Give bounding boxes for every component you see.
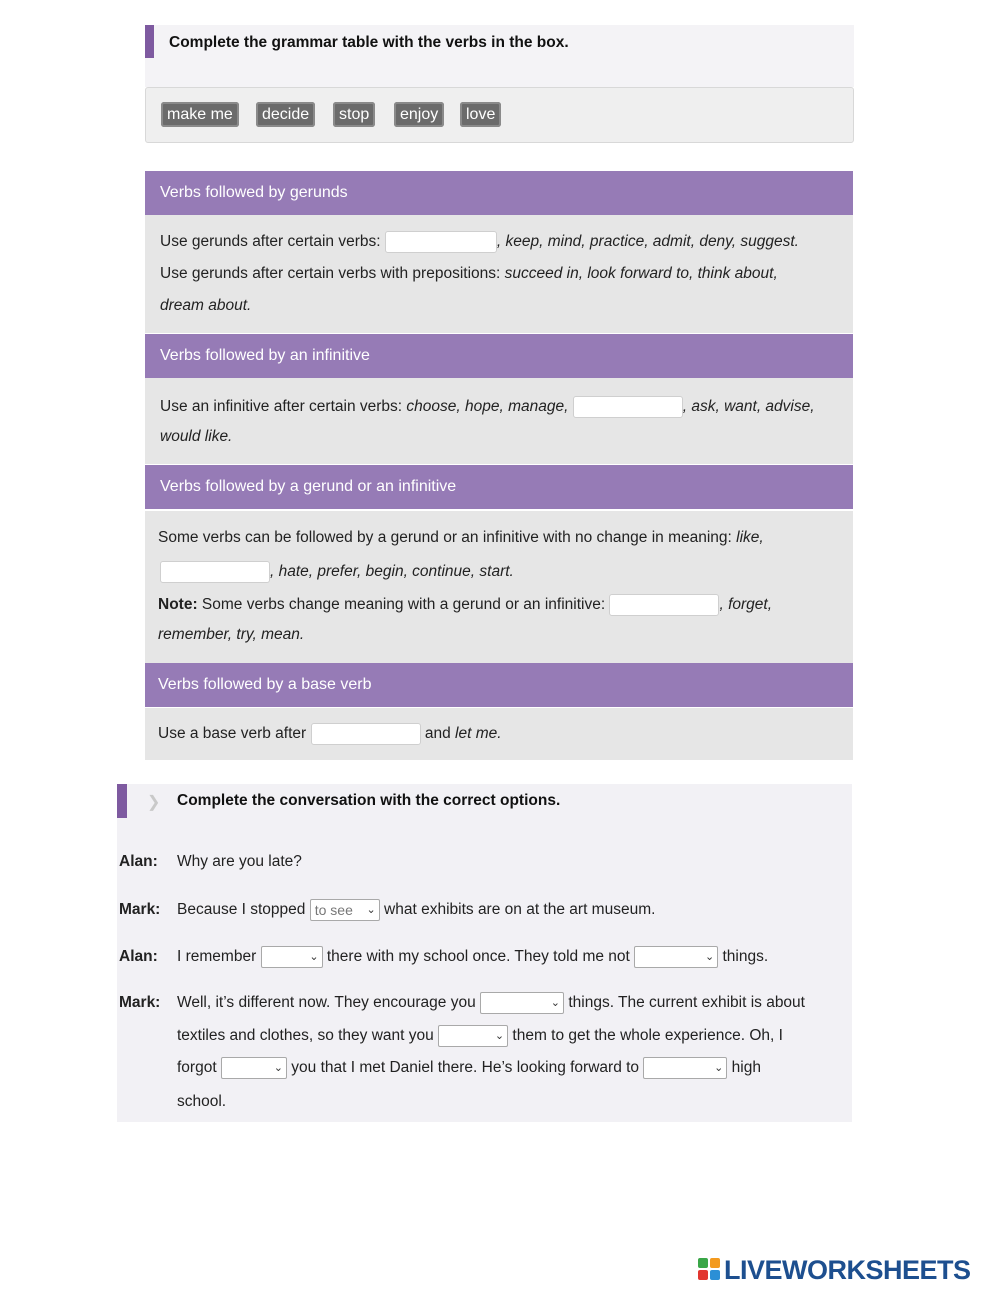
text: would like. — [160, 428, 233, 445]
section-heading-infinitive: Verbs followed by an infinitive — [145, 334, 853, 378]
dialogue-text: Well, it’s different now. They encourage you — [177, 994, 476, 1012]
select-value: to see — [314, 902, 353, 918]
logo-block — [710, 1270, 720, 1280]
text: , hate, prefer, begin, continue, start. — [270, 563, 514, 581]
answer-blank-5[interactable] — [311, 723, 421, 745]
speaker-label: Mark: — [119, 901, 161, 918]
word-chip[interactable]: make me — [161, 102, 239, 127]
option-select-5[interactable] — [438, 1025, 508, 1047]
option-select-7[interactable] — [643, 1057, 727, 1079]
dialogue-text: high — [731, 1059, 761, 1077]
text: Use a base verb after — [158, 725, 307, 743]
dialogue-line — [177, 1025, 783, 1047]
dialogue-text: things. The current exhibit is about — [568, 994, 805, 1012]
section-heading-gerunds: Verbs followed by gerunds — [145, 171, 853, 215]
option-select-6[interactable] — [221, 1057, 287, 1079]
dialogue-line — [177, 899, 655, 921]
text: succeed in, look forward to, think about, — [504, 265, 778, 282]
dialogue-text: things. — [722, 948, 769, 966]
logo-icon — [698, 1258, 720, 1280]
speaker-label: Alan: — [119, 948, 158, 965]
chevron-down-icon: ⌄ — [550, 997, 561, 1009]
section-body-gerund-or-infinitive — [145, 510, 853, 663]
chevron-down-icon: ⌄ — [273, 1062, 283, 1074]
answer-blank-1[interactable] — [385, 231, 497, 253]
dialogue-text: Why are you late? — [177, 853, 302, 870]
dialogue-text: them to get the whole experience. Oh, I — [512, 1027, 783, 1045]
dialogue-line — [177, 992, 805, 1014]
logo-block — [698, 1270, 708, 1280]
text: , ask, want, advise, — [682, 398, 815, 416]
section-heading-gerund-or-infinitive: Verbs followed by a gerund or an infinitive — [145, 465, 853, 509]
dialogue-text: textiles and clothes, so they want you — [177, 1027, 434, 1045]
option-select-1[interactable] — [310, 899, 380, 921]
dialogue-text: what exhibits are on at the art museum. — [384, 901, 656, 919]
exercise1-header — [145, 25, 854, 87]
logo-text: LIVEWORKSHEETS — [724, 1255, 971, 1285]
answer-blank-4[interactable] — [609, 594, 719, 616]
text: , forget, — [719, 596, 773, 614]
dialogue-text: I remember — [177, 948, 257, 966]
text: remember, try, mean. — [158, 626, 305, 643]
text: dream about. — [160, 297, 252, 314]
chevron-right-icon: ❯ — [147, 794, 161, 811]
text: Some verbs can be followed by a gerund or an infinitive with no change in meaning: — [158, 529, 732, 546]
dialogue-line — [177, 1057, 761, 1079]
section-body-gerunds — [145, 215, 853, 333]
section-heading-base-verb: Verbs followed by a base verb — [145, 663, 853, 707]
logo-block — [710, 1258, 720, 1268]
word-chip[interactable]: stop — [333, 102, 375, 127]
text: Use gerunds after certain verbs with prepositions: — [160, 265, 501, 282]
answer-blank-2[interactable] — [573, 396, 683, 418]
dialogue-text: you that I met Daniel there. He’s looking forward to — [291, 1059, 640, 1077]
option-select-3[interactable] — [634, 946, 718, 968]
text: Some verbs change meaning with a gerund or an infinitive: — [201, 596, 606, 614]
exercise2-panel — [117, 784, 852, 1122]
text: , keep, mind, practice, admit, deny, suggest. — [496, 233, 799, 251]
text: let me. — [455, 725, 502, 743]
word-box — [145, 87, 854, 143]
note-label: Note: — [158, 596, 198, 614]
text: like, — [736, 529, 764, 546]
dialogue-text: forgot — [177, 1059, 217, 1077]
dialogue-text: school. — [177, 1093, 227, 1110]
word-chip[interactable]: enjoy — [394, 102, 444, 127]
speaker-label: Mark: — [119, 994, 161, 1011]
logo-block — [698, 1258, 708, 1268]
option-select-2[interactable] — [261, 946, 323, 968]
chevron-down-icon: ⌄ — [704, 951, 715, 963]
dialogue-text: there with my school once. They told me not — [326, 948, 630, 966]
accent-bar — [117, 784, 127, 818]
speaker-label: Alan: — [119, 853, 158, 870]
section-body-infinitive — [145, 378, 853, 464]
word-chip[interactable]: love — [460, 102, 501, 127]
answer-blank-3[interactable] — [160, 561, 270, 583]
chevron-down-icon: ⌄ — [309, 951, 319, 963]
chevron-down-icon: ⌄ — [494, 1030, 505, 1042]
exercise1-instruction: Complete the grammar table with the verbs in the box. — [169, 34, 569, 51]
text: choose, hope, manage, — [406, 398, 569, 416]
option-select-4[interactable] — [480, 992, 564, 1014]
text: Use gerunds after certain verbs: — [160, 233, 381, 251]
accent-bar — [145, 25, 154, 58]
section-body-base-verb — [145, 708, 853, 760]
exercise2-instruction: Complete the conversation with the correct options. — [177, 792, 561, 809]
text: Use an infinitive after certain verbs: — [160, 398, 403, 416]
dialogue-line — [177, 946, 768, 968]
chevron-down-icon: ⌄ — [366, 904, 376, 916]
word-chip[interactable]: decide — [256, 102, 315, 127]
dialogue-text: Because I stopped — [177, 901, 306, 919]
text: and — [424, 725, 451, 743]
chevron-down-icon: ⌄ — [714, 1062, 724, 1074]
